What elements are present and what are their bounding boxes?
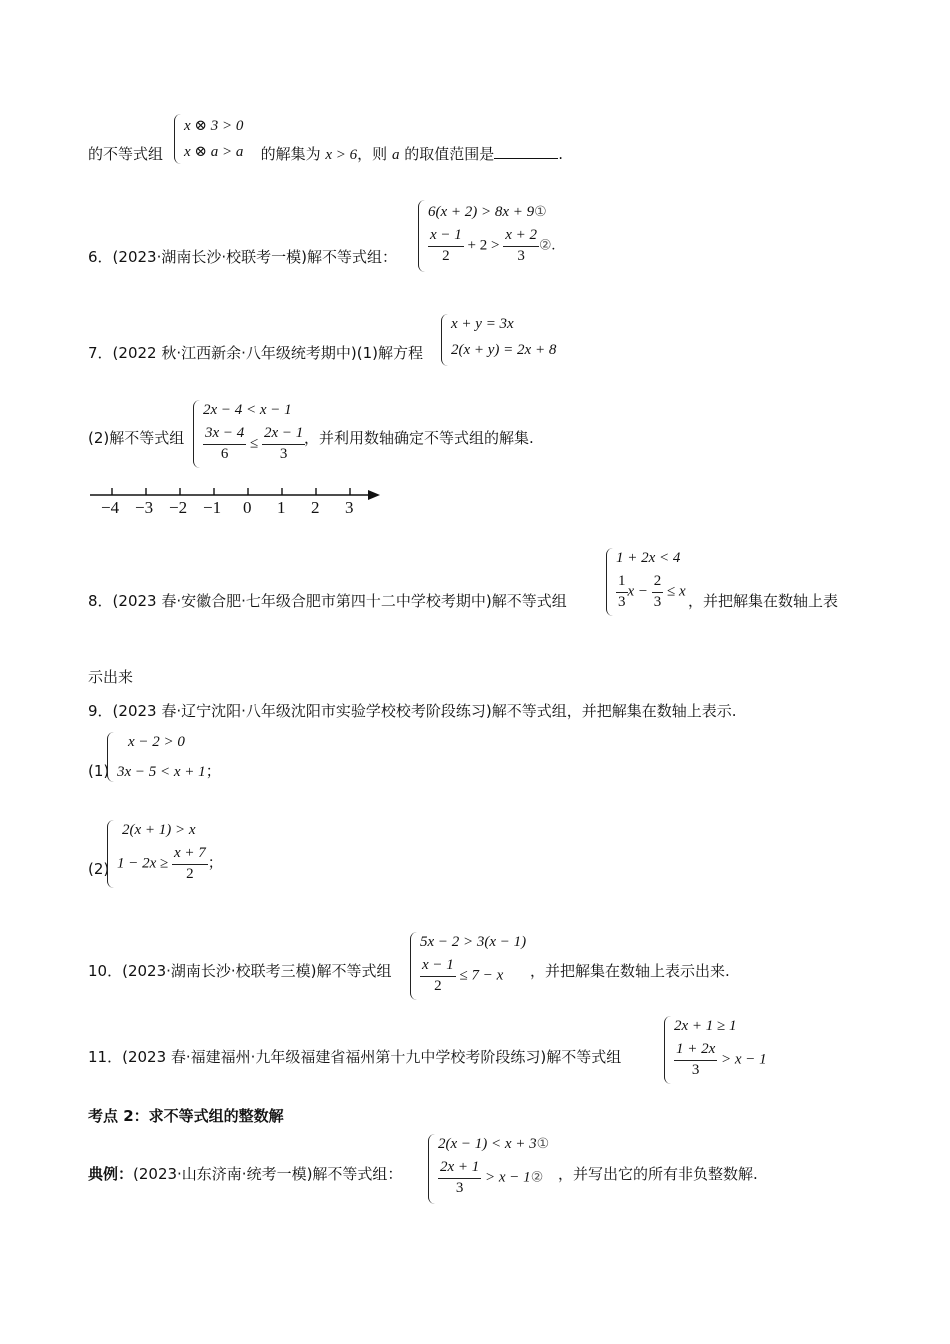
- example-text: [88, 1163, 402, 1184]
- number-line-arrow: [368, 490, 380, 500]
- q6-line2: $\frac{x - 1}{2}$ + 2 > $\frac{x + 2}{3}$ ②.: [430, 227, 556, 264]
- q8-line2: $\frac{1}{3}$ x − $\frac{2}{3}$ ≤ x: [618, 573, 686, 610]
- q9-p2-line1: 2(x + 1) > x: [122, 822, 196, 838]
- q7-line1: x + y = 3x: [451, 316, 514, 332]
- q11-system: [664, 1016, 775, 1084]
- example-label: (2023·山东济南·统考一模)解不等式组：: [133, 1165, 403, 1183]
- q9-p1-line2: 3x − 5 < x + 1；: [117, 764, 221, 780]
- tick-label: −2: [169, 498, 188, 517]
- q5-mid2: ，则: [357, 145, 388, 163]
- q8-label: 8．(2023 春·安徽合肥·七年级合肥市第四十二中学校考期中)解不等式组: [88, 592, 567, 610]
- q7-sub2-suffix: ，并利用数轴确定不等式组的解集.: [304, 429, 534, 447]
- q5-sys-line2: x ⊗ a > a: [184, 144, 244, 160]
- tick-label: −3: [135, 498, 154, 517]
- number-line-ticks: [112, 488, 350, 495]
- tick-label: −4: [101, 498, 120, 517]
- q8-suffix: ，并把解集在数轴上表: [688, 592, 839, 610]
- q7-sub2-line1: 2x − 4 < x − 1: [203, 402, 292, 418]
- q6-line1: 6(x + 2) > 8x + 9①: [428, 204, 547, 220]
- q11-label: 11．(2023 春·福建福州·九年级福建省福州第十九中学校考阶段练习)解不等式组: [88, 1048, 622, 1066]
- q9-p2-system: [107, 820, 228, 888]
- tick-label: 2: [311, 498, 320, 517]
- q6-label: 6．(2023·湖南长沙·校联考一模)解不等式组：: [88, 248, 397, 266]
- q5-suffix: 的取值范围是: [404, 145, 495, 163]
- q10-line2: $\frac{x - 1}{2}$ ≤ 7 − x: [422, 957, 504, 994]
- q5-prefix: 的不等式组: [88, 145, 164, 163]
- q10-suffix: ，并把解集在数轴上表示出来.: [530, 962, 730, 980]
- q11-line2: $\frac{1 + 2x}{3}$ > x − 1: [676, 1041, 767, 1078]
- example-system: [428, 1134, 569, 1204]
- q10-label: 10．(2023·湖南长沙·校联考三模)解不等式组: [88, 962, 392, 980]
- q9-p2-line2: 1 − 2x ≥ $\frac{x + 7}{2}$ ；: [117, 845, 223, 882]
- q9-p1-line1: x − 2 > 0: [128, 734, 185, 750]
- q10-line1: 5x − 2 > 3(x − 1): [420, 934, 527, 950]
- section2-title: 考点 2：求不等式组的整数解: [88, 1107, 284, 1125]
- q9-p1-system: [107, 732, 221, 782]
- example-line1: 2(x − 1) < x + 3①: [438, 1136, 550, 1152]
- q7-sub2-system: [193, 400, 314, 468]
- tick-label: 0: [243, 498, 252, 517]
- q7-label: 7．(2022 秋·江西新余·八年级统考期中)(1)解方程: [88, 344, 423, 362]
- q7-line2: 2(x + y) = 2x + 8: [451, 342, 557, 358]
- q5-text: [88, 143, 563, 164]
- example-bold-label: 典例：: [88, 1165, 134, 1183]
- q8-system: [606, 548, 697, 616]
- q11-line1: 2x + 1 ≥ 1: [674, 1018, 737, 1034]
- example-suffix: ，并写出它的所有非负整数解.: [558, 1165, 758, 1183]
- tick-label: 3: [345, 498, 354, 517]
- q5-var: a: [391, 147, 400, 163]
- q5-cond: x > 6: [325, 147, 358, 163]
- q5-mid: 的解集为: [260, 145, 321, 163]
- q7-sub2-line2: $\frac{3x - 4}{6}$ ≤ $\frac{2x - 1}{3}$: [205, 425, 304, 462]
- q7-sub2-label: (2)解不等式组: [88, 429, 185, 447]
- q6-system: [418, 200, 569, 272]
- tick-label: 1: [277, 498, 286, 517]
- q9-p1-label: (1): [88, 762, 110, 780]
- number-line: [88, 487, 388, 503]
- q7-system: [441, 314, 582, 366]
- q9-label: 9．(2023 春·辽宁沈阳·八年级沈阳市实验学校校考阶段练习)解不等式组，并把解集在数轴上表示.: [88, 702, 737, 720]
- q5-sys-line1: x ⊗ 3 > 0: [184, 118, 244, 134]
- q10-system: [410, 932, 541, 1000]
- q8-continuation: 示出来: [88, 668, 134, 686]
- tick-label: −1: [203, 498, 222, 517]
- q5-end: .: [558, 145, 564, 163]
- q8-line1: 1 + 2x < 4: [616, 550, 681, 566]
- q9-p2-label: (2): [88, 860, 110, 878]
- q5-answer-blank[interactable]: [494, 144, 558, 159]
- example-line2: $\frac{2x + 1}{3}$ > x − 1②: [440, 1159, 544, 1196]
